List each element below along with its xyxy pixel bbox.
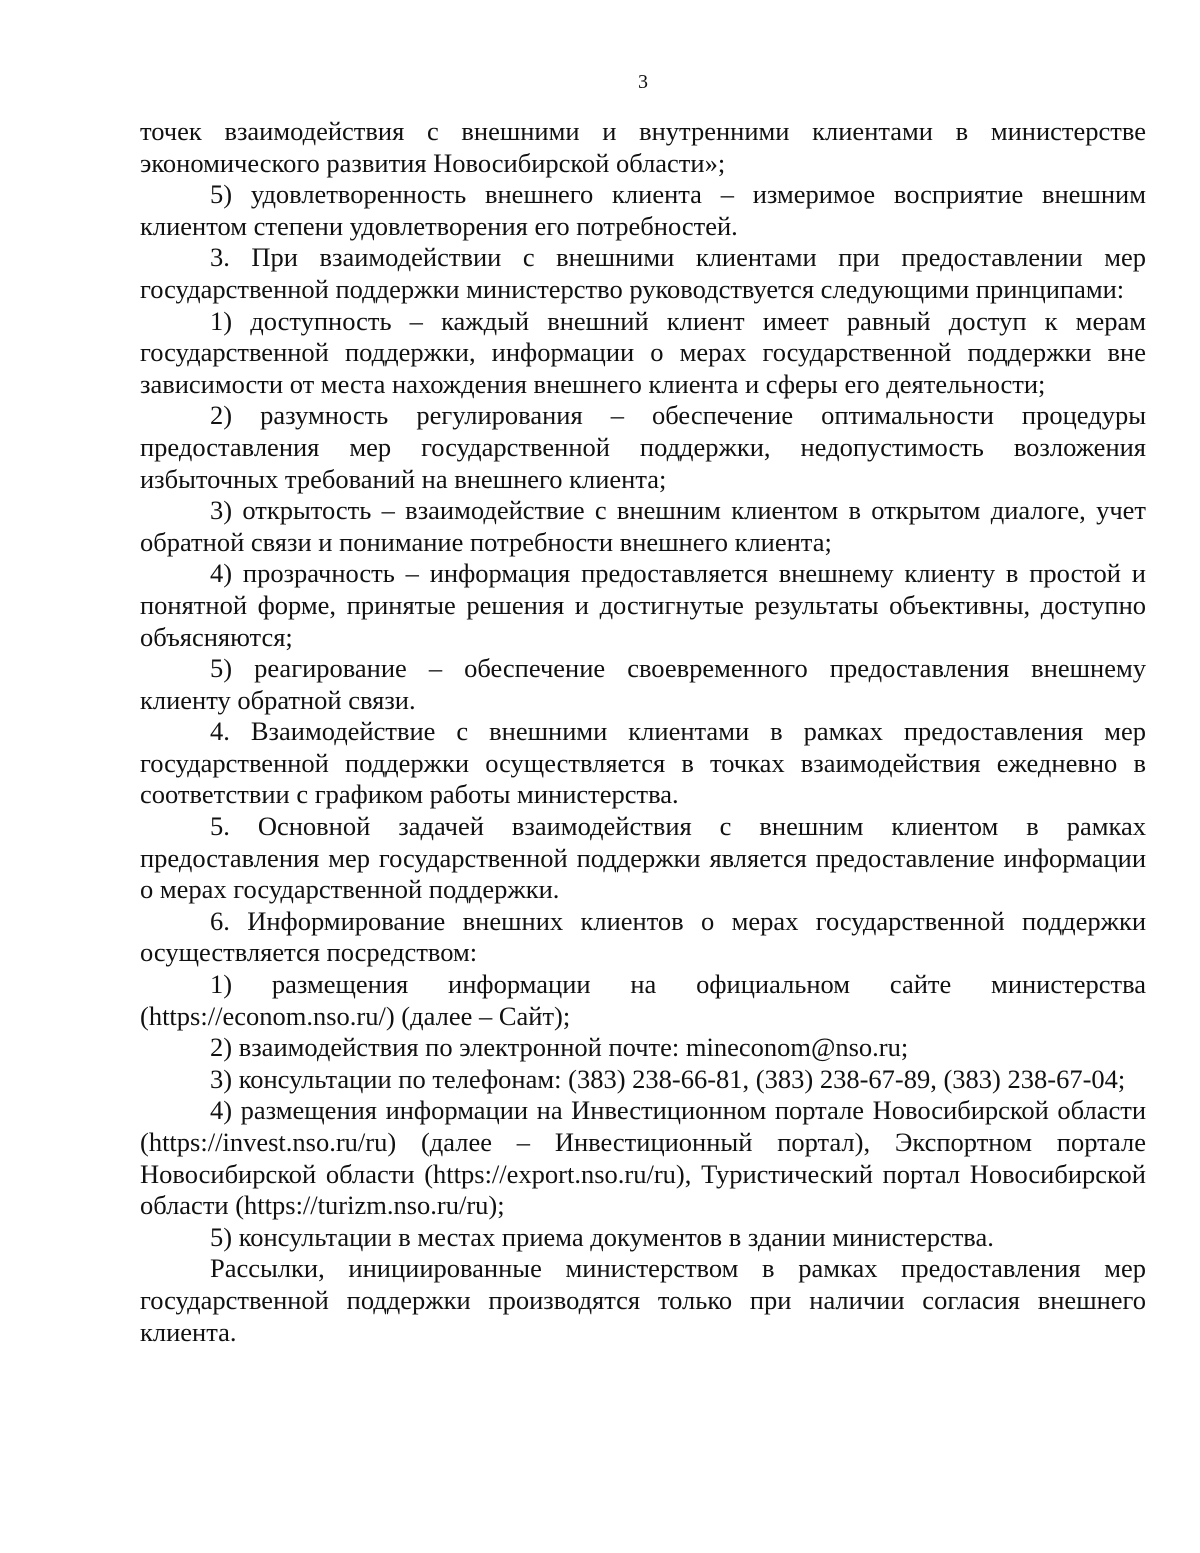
paragraph-principle-reasonable-regulation: 2) разумность регулирования – обеспечение оптимальности процедуры предоставления мер государственной поддержки, недопустимость возложения избыточных требований на внешнего клиента; (140, 400, 1146, 494)
paragraph-section-5: 5. Основной задачей взаимодействия с внешним клиентом в рамках предоставления мер государственной поддержки является предоставление информации о мерах государственной поддержки. (140, 811, 1146, 905)
paragraph-mailings: Рассылки, инициированные министерством в рамках предоставления мер государственной поддержки производятся только при наличии согласия внешнего клиента. (140, 1253, 1146, 1347)
paragraph-channel-in-person: 5) консультации в местах приема документов в здании министерства. (210, 1221, 994, 1252)
paragraph-continuation: точек взаимодействия с внешними и внутренними клиентами в министерстве экономического развития Новосибирской области»; (140, 116, 1146, 178)
paragraph-principle-accessibility: 1) доступность – каждый внешний клиент имеет равный доступ к мерам государственной поддержки, информации о мерах государственной поддержки вне зависимости от места нахождения внешнего клиента и сферы его деятельности; (140, 305, 1146, 399)
paragraph-principle-openness: 3) открытость – взаимодействие с внешним клиентом в открытом диалоге, учет обратной связи и понимание потребности внешнего клиента; (140, 495, 1146, 557)
paragraph-section-3: 3. При взаимодействии с внешними клиентами при предоставлении мер государственной поддержки министерство руководствуется следующими принципами: (140, 242, 1146, 304)
paragraph-item-5-satisfaction: 5) удовлетворенность внешнего клиента – измеримое восприятие внешним клиентом степени удовлетворения его потребностей. (140, 179, 1146, 241)
paragraph-section-6: 6. Информирование внешних клиентов о мерах государственной поддержки осуществляется посредством: (140, 905, 1146, 968)
paragraph-channel-portals: 4) размещения информации на Инвестиционном портале Новосибирской области (https://invest.nso.ru/ru) (далее – Инвестиционный портал), Экспортном портале Новосибирской области (https://export.nso.ru/ru), Туристический портал Новосибирской области (https://turizm.nso.ru/ru); (140, 1095, 1146, 1221)
paragraph-principle-transparency: 4) прозрачность – информация предоставляется внешнему клиенту в простой и понятной форме, принятые решения и достигнутые результаты объективны, доступно объясняются; (140, 558, 1146, 652)
paragraph-section-4: 4. Взаимодействие с внешними клиентами в рамках предоставления мер государственной поддержки осуществляется в точках взаимодействия ежедневно в соответствии с графиком работы министерства. (140, 716, 1146, 810)
paragraph-principle-responsiveness: 5) реагирование – обеспечение своевременного предоставления внешнему клиенту обратной связи. (140, 653, 1146, 715)
page-number: 3 (638, 71, 648, 93)
document-body (140, 116, 1146, 1348)
paragraph-channel-email: 2) взаимодействия по электронной почте: mineconom@nso.ru; (210, 1032, 909, 1063)
paragraph-channel-phone: 3) консультации по телефонам: (383) 238-66-81, (383) 238-67-89, (383) 238-67-04; (210, 1063, 1126, 1094)
paragraph-channel-website: 1) размещения информации на официальном сайте министерства (https://econom.nso.ru/) (далее – Сайт); (140, 969, 1146, 1031)
